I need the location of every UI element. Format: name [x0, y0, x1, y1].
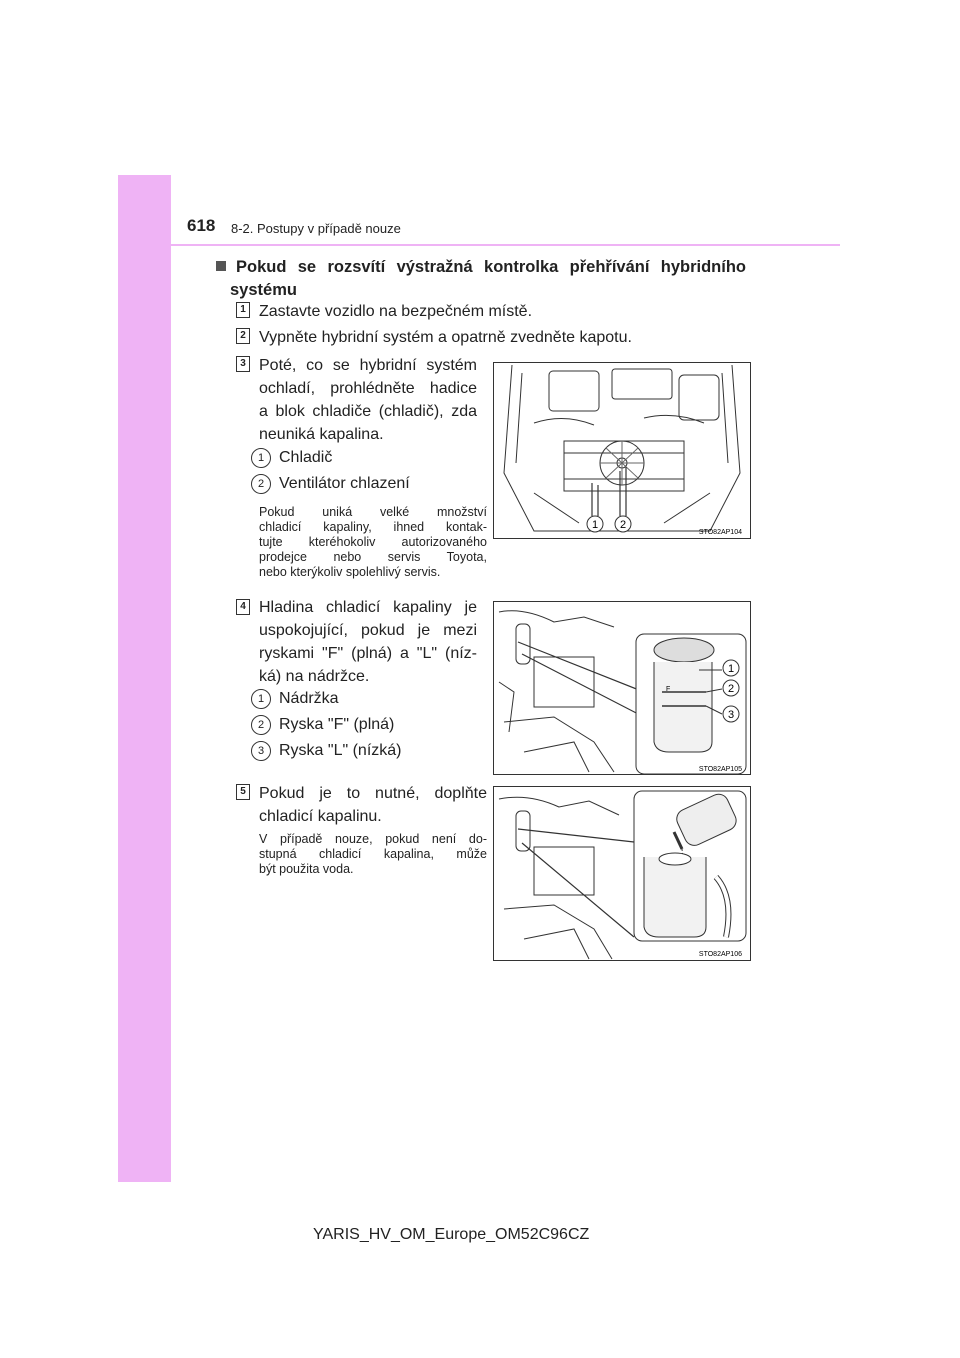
svg-text:F: F: [666, 686, 671, 693]
figure-callout-2: 2: [727, 683, 735, 695]
legend-label-l-line: Ryska "L" (nízká): [279, 742, 402, 759]
figure-refill-coolant: [493, 786, 751, 961]
figure-callout-1: 1: [727, 663, 735, 675]
heading-line-1: Pokud se rozsvítí výstražná kontrolka přehřívání hybridního: [236, 258, 746, 276]
legend-number-1: 1: [251, 448, 271, 468]
figure-coolant-reservoir: [493, 601, 751, 775]
figure-engine-bay-radiator: [493, 362, 751, 539]
figure-code: STO82AP104: [698, 529, 742, 536]
step-4-text: Hladina chladicí kapaliny je uspokojující, pokud je mezi ryskami "F" (plná) a "L" (níz- ká) na nádržce.: [259, 599, 477, 685]
header-divider: [171, 244, 840, 246]
figure-callout-1: 1: [591, 519, 599, 531]
heading-line-2: systému: [230, 281, 297, 299]
step-2-text: Vypněte hybridní systém a opatrně zvedněte kapotu.: [259, 329, 632, 346]
figure-code: STO82AP105: [698, 766, 742, 773]
legend-number-2: 2: [251, 715, 271, 735]
legend-label-cooling-fan: Ventilátor chlazení: [279, 475, 410, 492]
figure-callout-2: 2: [619, 519, 627, 531]
legend-label-reservoir: Nádržka: [279, 690, 339, 707]
step-3-note: Pokud uniká velké množství chladicí kapaliny, ihned kontak- tujte kteréhokoliv autorizovaného prodejce nebo servis Toyota, nebo kterýkoliv spolehlivý servis.: [259, 505, 487, 579]
step-5-note: V případě nouze, pokud není do- stupná chladicí kapalina, může být použita voda.: [259, 832, 487, 876]
page-number: 618: [187, 216, 216, 235]
step-1-text: Zastavte vozidlo na bezpečném místě.: [259, 303, 533, 320]
figure-callout-3: 3: [727, 709, 735, 721]
legend-number-1: 1: [251, 689, 271, 709]
step-3-text: Poté, co se hybridní systém ochladí, prohlédněte hadice a blok chladiče (chladič), zda neuniká kapalina.: [259, 357, 477, 443]
figure-code: STO82AP106: [698, 951, 742, 958]
step-number-4: 4: [236, 599, 250, 615]
section-title: 8-2. Postupy v případě nouze: [231, 221, 401, 236]
legend-number-2: 2: [251, 474, 271, 494]
step-number-3: 3: [236, 356, 250, 372]
square-bullet-icon: [216, 261, 226, 271]
document-footer: YARIS_HV_OM_Europe_OM52C96CZ: [313, 1226, 590, 1243]
step-5-text: Pokud je to nutné, doplňte chladicí kapalinu.: [259, 785, 487, 825]
chapter-sidebar-tab: [118, 175, 171, 1182]
legend-label-radiator: Chladič: [279, 449, 333, 466]
legend-number-3: 3: [251, 741, 271, 761]
legend-label-f-line: Ryska "F" (plná): [279, 716, 395, 733]
step-number-2: 2: [236, 328, 250, 344]
step-number-1: 1: [236, 302, 250, 318]
step-number-5: 5: [236, 784, 250, 800]
section-heading: [216, 256, 746, 302]
